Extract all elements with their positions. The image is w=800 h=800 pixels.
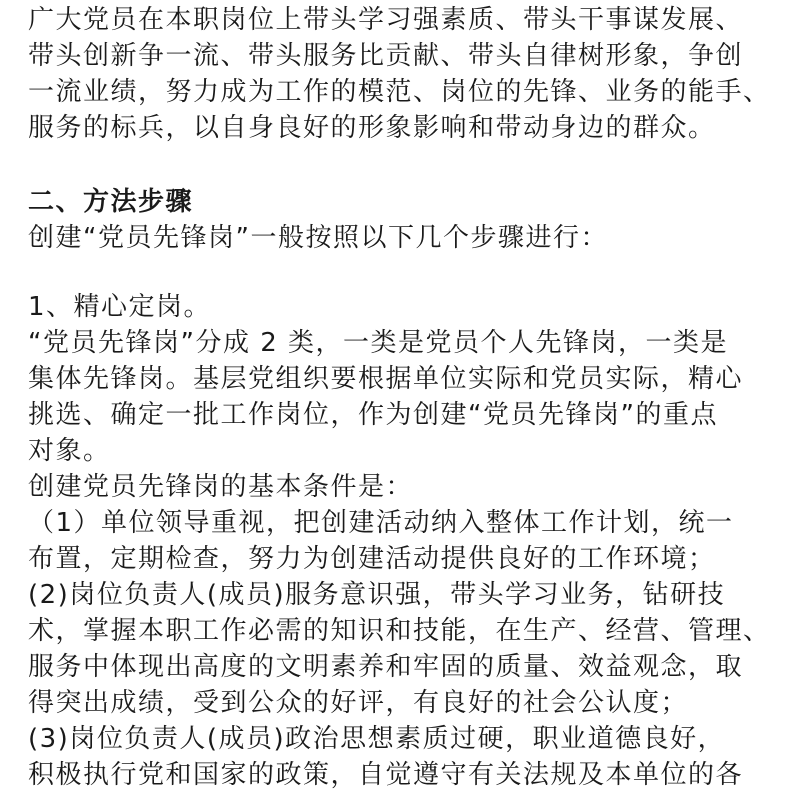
list-item-line: 得突出成绩，受到公众的好评，有良好的社会公认度； <box>28 688 689 718</box>
paragraph-line: 创建“党员先锋岗”一般按照以下几个步骤进行： <box>28 223 608 253</box>
paragraph-line: 创建党员先锋岗的基本条件是： <box>28 472 414 502</box>
paragraph-line: “党员先锋岗”分成 2 类，一类是党员个人先锋岗，一类是 <box>28 328 729 358</box>
list-item-line: (3)岗位负责人(成员)政治思想素质过硬，职业道德良好， <box>28 724 726 754</box>
list-item-line: 积极执行党和国家的政策，自觉遵守有关法规及本单位的各 <box>28 760 744 790</box>
paragraph-line: 广大党员在本职岗位上带头学习强素质、带头干事谋发展、 <box>28 5 744 35</box>
paragraph-line: 挑选、确定一批工作岗位，作为创建“党员先锋岗”的重点 <box>28 400 718 430</box>
list-item-line: 服务中体现出高度的文明素养和牢固的质量、效益观念，取 <box>28 652 744 682</box>
list-item-line: （1）单位领导重视，把创建活动纳入整体工作计划，统一 <box>28 508 734 538</box>
step-heading: 1、精心定岗。 <box>28 292 212 322</box>
list-item-line: (2)岗位负责人(成员)服务意识强，带头学习业务，钻研技 <box>28 580 726 610</box>
paragraph-line: 一流业绩，努力成为工作的模范、岗位的先锋、业务的能手、 <box>28 77 771 107</box>
section-heading: 二、方法步骤 <box>28 187 194 217</box>
paragraph-line: 集体先锋岗。基层党组织要根据单位实际和党员实际，精心 <box>28 364 744 394</box>
list-item-line: 术，掌握本职工作必需的知识和技能，在生产、经营、管理、 <box>28 616 771 646</box>
paragraph-line: 对象。 <box>28 436 111 466</box>
list-item-line: 布置，定期检查，努力为创建活动提供良好的工作环境； <box>28 544 716 574</box>
paragraph-line: 服务的标兵，以自身良好的形象影响和带动身边的群众。 <box>28 113 716 143</box>
paragraph-line: 带头创新争一流、带头服务比贡献、带头自律树形象，争创 <box>28 41 744 71</box>
